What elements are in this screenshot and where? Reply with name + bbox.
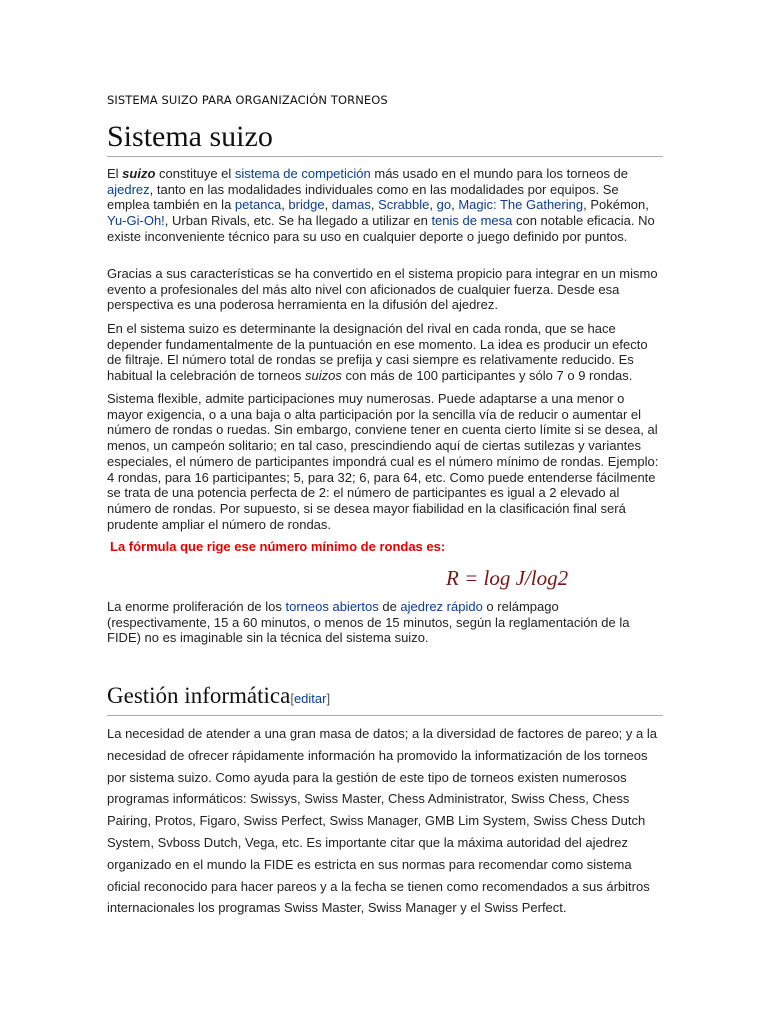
link-torneos-abiertos[interactable]: torneos abiertos xyxy=(285,599,379,614)
text-run: , xyxy=(324,197,332,213)
link-yu-gi-oh[interactable]: Yu-Gi-Oh! xyxy=(107,213,165,229)
text-run: El xyxy=(107,166,123,181)
link-ajedrez-rapido[interactable]: ajedrez rápido xyxy=(400,599,483,614)
text-run: , xyxy=(451,197,459,213)
suizo-term: suizo xyxy=(122,166,156,181)
text-run: , tanto en las modalidades individuales como en las modalidades por equipos. Se emplea también en la xyxy=(107,181,619,213)
section-heading-text: Gestión informática xyxy=(107,683,291,708)
link-sistema-de-competicion[interactable]: sistema de competición xyxy=(234,166,371,181)
text-run: de xyxy=(378,599,401,614)
link-tenis-de-mesa[interactable]: tenis de mesa xyxy=(431,213,513,229)
link-ajedrez[interactable]: ajedrez xyxy=(107,181,150,197)
text-run: constituye el xyxy=(155,166,235,181)
edit-link[interactable]: editar xyxy=(293,691,327,706)
text-run: , xyxy=(370,197,379,213)
text-run: más usado en el mundo para los torneos de xyxy=(370,166,629,181)
link-scrabble[interactable]: Scrabble xyxy=(378,197,430,213)
edit-bracket-open: [ xyxy=(290,691,294,706)
link-petanca[interactable]: petanca xyxy=(234,197,282,213)
link-bridge[interactable]: bridge xyxy=(288,197,325,213)
link-damas[interactable]: damas xyxy=(331,197,371,213)
text-run: o relámpago (respectivamente, 15 a 60 minutos, o menos de 15 minutos, según la reglamentación de la FIDE) no es imaginable sin la técnica del sistema suizo. xyxy=(107,599,630,646)
paragraph-software: La necesidad de atender a una gran masa de datos; a la diversidad de factores de pareo; y a la necesidad de ofrecer rápidamente información ha promovido la informatización de los torneos por sistema suizo. Como ayuda para la gestión de este tipo de torneos existen numerosos programas informáticos: Swissys, Swiss Master, Chess Administrator, Swiss Chess, Chess Pairing, Protos, Figaro, Swiss Perfect, Swiss Manager, GMB Lim System, Swiss Chess Dutch System, Svboss Dutch, Vega, etc. Es importante citar que la máxima autoridad del ajedrez organizado en el mundo la FIDE es estricta en sus normas para recomendar como sistema oficial reconocido para hacer pareos y a la fecha se tienen como recomendados a sus árbitros internacionales los programas Swiss Master, Swiss Manager y el Swiss Perfect. xyxy=(107,726,657,916)
text-run: , xyxy=(429,197,437,213)
paragraph-characteristics: Gracias a sus características se ha convertido en el sistema propicio para integrar en un mismo evento a profesionales del más alto nivel con aficionados de cualquier fuerza. Desde esa perspectiva es una poderosa herramienta en la difusión del ajedrez. xyxy=(107,266,658,313)
document-title: SISTEMA SUIZO PARA ORGANIZACIÓN TORNEOS xyxy=(107,93,388,107)
edit-section xyxy=(290,691,330,706)
text-run: , Urban Rivals, etc. Se ha llegado a utilizar en xyxy=(164,213,432,229)
text-run: La enorme proliferación de los xyxy=(107,599,286,614)
text-run: con más de 100 participantes y sólo 7 o 9 rondas. xyxy=(341,368,633,384)
text-run: , xyxy=(281,197,289,213)
link-magic-the-gathering[interactable]: Magic: The Gathering xyxy=(458,197,584,213)
paragraph-rival-designation xyxy=(107,321,663,384)
suizos-term: suizos xyxy=(305,368,342,384)
page-heading: Sistema suizo xyxy=(107,120,663,157)
text-run: con notable eficacia. No existe inconveniente técnico para su uso en cualquier deporte o juego definido por puntos. xyxy=(107,213,655,244)
paragraph-open-tournaments xyxy=(107,599,663,646)
formula-label: La fórmula que rige ese número mínimo de rondas es: xyxy=(110,539,446,554)
text-run: , Pokémon, xyxy=(583,197,649,213)
intro-paragraph xyxy=(107,166,663,245)
edit-bracket-close: ] xyxy=(326,691,331,706)
paragraph-flexible-system: Sistema flexible, admite participaciones muy numerosas. Puede adaptarse a una menor o mayor exigencia, o a una baja o alta participación por la sencilla vía de reducir o aumentar el número de rondas o ruedas. Sin embargo, conviene tener en cuenta cierto límite si se desea, al menos, un campeón solitario; en tal caso, prescindiendo aquí de ciertas sutilezas y variantes especiales, el número de participantes impondrá cual es el número mínimo de rondas. Ejemplo: 4 rondas, para 16 participantes; 5, para 32; 6, para 64, etc. Como puede entenderse fácilmente se trata de una potencia perfecta de 2: el número de participantes es igual a 2 elevado al número de rondas. Por supuesto, si se desea mayor fiabilidad en la clasificación final será prudente ampliar el número de rondas. xyxy=(107,391,659,532)
link-go[interactable]: go xyxy=(436,197,452,213)
rounds-formula: R = log J/log2 xyxy=(446,566,569,590)
text-run: En el sistema suizo es determinante la designación del rival en cada ronda, que se hace depender fundamentalmente de la puntuación en ese momento. La idea es producir un efecto de filtraje. El número total de rondas se prefija y casi siempre es relativamente reducido. Es habitual la celebración de torneos xyxy=(107,321,648,384)
section-heading-gestion-informatica xyxy=(107,683,663,716)
